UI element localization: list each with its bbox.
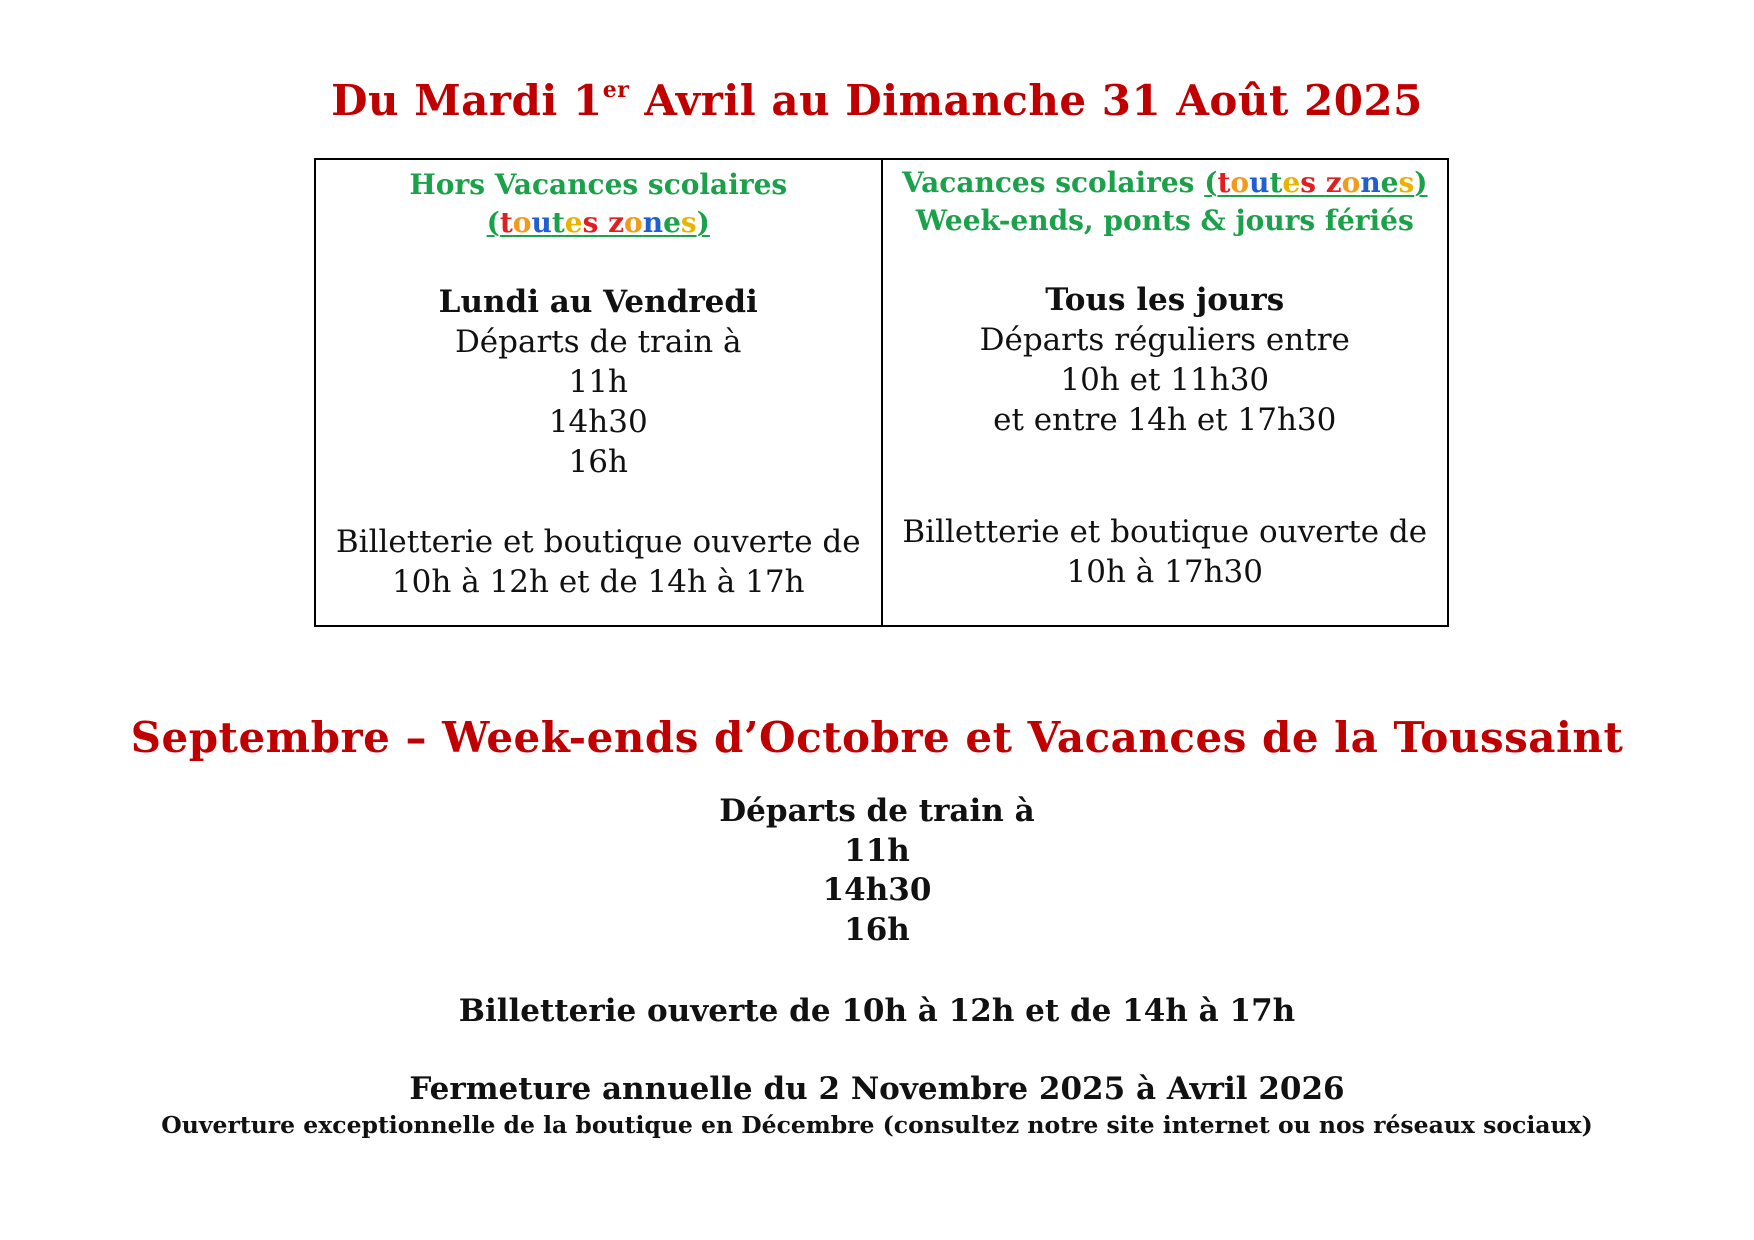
ticket-hours-line: Billetterie et boutique ouverte de <box>902 514 1428 550</box>
day-range: Tous les jours <box>1045 282 1285 318</box>
departure-line: Départs de train à <box>454 324 742 360</box>
schedule-table <box>314 158 1449 627</box>
annual-closure: Fermeture annuelle du 2 Novembre 2025 à Avril 2026 <box>409 1071 1345 1107</box>
cell-heading: Vacances scolaires (toutes zones) <box>901 166 1428 199</box>
departure-time: 14h30 <box>548 404 648 440</box>
departure-line: Départs réguliers entre <box>979 322 1350 358</box>
day-range: Lundi au Vendredi <box>438 284 758 320</box>
cell-heading: Hors Vacances scolaires <box>409 168 788 201</box>
page-title: Du Mardi 1er Avril au Dimanche 31 Août 2025 <box>331 76 1423 125</box>
autumn-title: Septembre – Week-ends d’Octobre et Vacances de la Toussaint <box>130 713 1624 762</box>
departure-time: 11h <box>844 832 910 869</box>
ticket-hours-line: 10h à 12h et de 14h à 17h <box>391 564 805 600</box>
ticket-hours-line: Billetterie et boutique ouverte de <box>335 524 861 560</box>
departure-time: 16h <box>568 444 628 480</box>
zones-label: (toutes zones) <box>486 206 710 239</box>
departure-time: 10h et 11h30 <box>1060 362 1270 398</box>
schedule-cell-holidays <box>882 159 1449 626</box>
ticket-hours-line: 10h à 17h30 <box>1066 554 1263 590</box>
departure-line: Départs de train à <box>719 793 1035 829</box>
departure-time: 11h <box>568 364 628 400</box>
autumn-ticket-hours: Billetterie ouverte de 10h à 12h et de 14h à 17h <box>458 993 1296 1029</box>
cell-subheading: Week-ends, ponts & jours fériés <box>915 204 1414 237</box>
zones-label: (toutes zones) <box>1204 166 1428 199</box>
exceptional-opening-note: Ouverture exceptionnelle de la boutique en Décembre (consultez notre site internet ou nos réseaux sociaux) <box>161 1111 1593 1139</box>
autumn-departures <box>0 792 1754 950</box>
departure-time: 14h30 <box>822 872 932 908</box>
schedule-cell-off-holidays <box>315 159 882 626</box>
departure-time: 16h <box>844 911 910 948</box>
departure-time: et entre 14h et 17h30 <box>993 402 1337 438</box>
